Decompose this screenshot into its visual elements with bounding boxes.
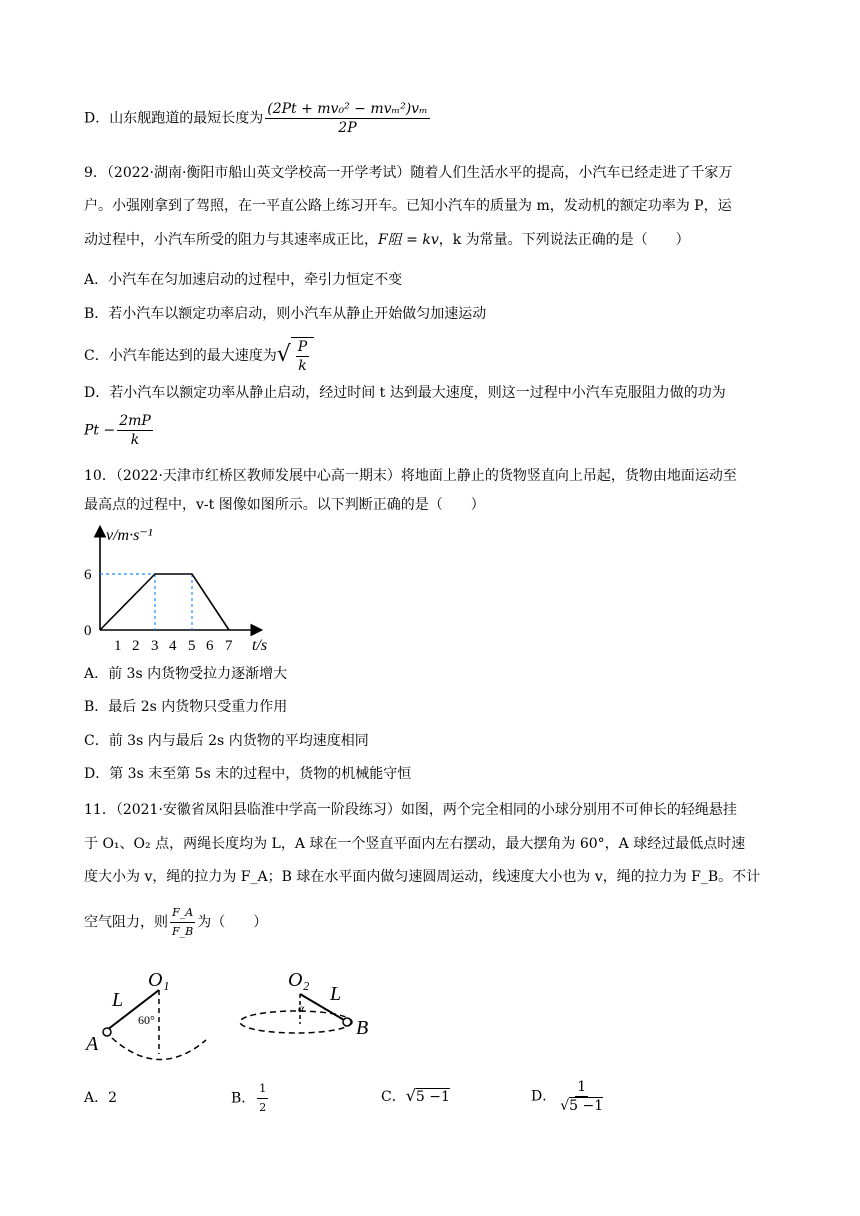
q11-option-b: [231, 1080, 270, 1117]
vt-x-tick-2: 2: [132, 638, 140, 654]
q10-option-a: A．前 3s 内货物受拉力逐渐增大: [84, 666, 288, 682]
q9-option-c-numerator: P: [297, 339, 308, 355]
q11-option-d-label: D．: [531, 1088, 557, 1105]
label-B: B: [356, 1017, 369, 1039]
vt-x-tick-3: 3: [151, 638, 159, 654]
q9-stem-line-2: 户。小强刚拿到了驾照，在一平直公路上练习开车。已知小汽车的质量为 m，发动机的额定功率为 P，运: [84, 198, 732, 214]
label-O1: O₁: [148, 969, 170, 991]
vt-x-tick-4: 4: [169, 638, 177, 654]
q11-option-a: A．2: [84, 1090, 118, 1106]
vt-x-tick-1: 1: [114, 638, 122, 654]
q11-option-c-expr: 5 −1: [415, 1089, 450, 1105]
q9-option-c-denominator: k: [298, 358, 307, 374]
q11-option-b-label: B．: [231, 1090, 256, 1107]
q11-option-d-denominator: 5 −1: [569, 1098, 604, 1114]
vt-graph: [80, 522, 300, 662]
label-L-b: L: [330, 983, 342, 1005]
vt-origin: 0: [84, 623, 92, 639]
q11-ratio-numerator: F_A: [170, 904, 195, 923]
q9-stem-line-3a: 动过程中，小汽车所受的阻力与其速率成正比，: [84, 232, 378, 248]
label-A: A: [86, 1033, 99, 1055]
q9-option-d-line-2: [84, 412, 155, 449]
q8-option-d-fraction: [265, 100, 429, 137]
q10-option-b: B．最后 2s 内货物只受重力作用: [84, 699, 288, 715]
q9-option-b: B．若小汽车以额定功率启动，则小汽车从静止开始做匀加速运动: [84, 306, 487, 322]
vt-x-tick-6: 6: [206, 638, 214, 654]
q9-option-a: A．小汽车在匀加速启动的过程中，牵引力恒定不变: [84, 272, 403, 288]
q11-stem-line-4b: 为（ ）: [197, 914, 268, 931]
q9-stem-line-1: 9．（2022·湖南·衡阳市船山英文学校高一开学考试）随着人们生活水平的提高，小汽车已经走进了千家万: [84, 165, 733, 181]
q8-option-d-label: D．山东舰跑道的最短长度为: [84, 110, 264, 127]
q11-option-b-numerator: 1: [257, 1080, 268, 1099]
vt-curve: [100, 574, 229, 630]
label-O2: O₂: [288, 969, 310, 991]
q11-ratio-denominator: F_B: [172, 925, 194, 938]
q10-stem-line-1: 10．（2022·天津市红桥区教师发展中心高一期末）将地面上静止的货物竖直向上吊起，货物由地面运动至: [84, 468, 737, 484]
vt-ylabel: v/m·s⁻¹: [106, 527, 153, 544]
vt-x-tick-7: 7: [225, 638, 233, 654]
q11-stem-line-2: 于 O₁、O₂ 点，两绳长度均为 L，A 球在一个竖直平面内左右摆动，最大摆角为 60°，A 球经过最低点时速: [84, 836, 746, 852]
vt-x-tick-5: 5: [188, 638, 196, 654]
label-alpha: α: [298, 1001, 305, 1015]
q9-option-c-label: C．小汽车能达到的最大速度为: [84, 348, 277, 364]
q9-option-d-expr: Pt −: [84, 422, 116, 439]
q9-option-d-denominator: k: [130, 432, 140, 448]
q9-option-c: [84, 337, 314, 375]
label-60deg: 60°: [138, 1013, 155, 1027]
q11-stem-line-4a: 空气阻力，则: [84, 914, 168, 931]
q8-option-d-denominator: 2P: [338, 120, 357, 136]
q11-option-d: D． $\frac{1}{√5 -1}$: [531, 1079, 604, 1114]
vt-xlabel: t/s: [252, 637, 268, 654]
q10-option-d: D．第 3s 末至第 5s 末的过程中，货物的机械能守恒: [84, 766, 412, 782]
q11-stem-line-1: 11．（2021·安徽省凤阳县临淮中学高一阶段练习）如图，两个完全相同的小球分别用不可伸长的轻绳悬挂: [84, 802, 737, 818]
q9-drag-formula: F阻 = kv: [378, 232, 439, 248]
pendulum-b-orbit: [240, 1011, 352, 1033]
label-L-a: L: [112, 989, 124, 1011]
q8-option-d: [84, 100, 432, 137]
q9-stem-line-3: [84, 230, 690, 250]
q10-option-c: C．前 3s 内与最后 2s 内货物的平均速度相同: [84, 733, 369, 749]
q9-stem-line-3b: ，k 为常量。下列说法正确的是（ ）: [438, 232, 690, 248]
q8-option-d-numerator: (2Pt + mv₀² − mvₘ²)vₘ: [267, 101, 428, 117]
q11-option-c-label: C．: [381, 1089, 406, 1105]
q11-stem-line-3: 度大小为 v，绳的拉力为 F_A；B 球在水平面内做匀速圆周运动，线速度大小也为 v，绳的拉力为 F_B。不计: [84, 869, 761, 885]
q11-stem-line-4: [84, 904, 267, 941]
q9-option-c-sqrt: √ $\frac{P}{k}$: [277, 337, 314, 375]
q9-option-d-line-1: D．若小汽车以额定功率从静止启动，经过时间 t 达到最大速度，则这一过程中小汽车克服阻力做的功为: [84, 385, 726, 401]
ball-b: [343, 1018, 351, 1026]
q9-option-d-numerator: 2mP: [119, 413, 151, 429]
q11-option-d-numerator: 1: [577, 1079, 587, 1095]
ball-a: [103, 1028, 111, 1036]
vt-y-tick-6: 6: [84, 567, 92, 583]
pendulum-figure: [80, 962, 400, 1062]
q10-stem-line-2: 最高点的过程中，v-t 图像如图所示。以下判断正确的是（ ）: [84, 497, 485, 513]
q11-option-b-denominator: 2: [259, 1101, 267, 1114]
q11-option-c: C．√5 −1: [381, 1086, 450, 1105]
